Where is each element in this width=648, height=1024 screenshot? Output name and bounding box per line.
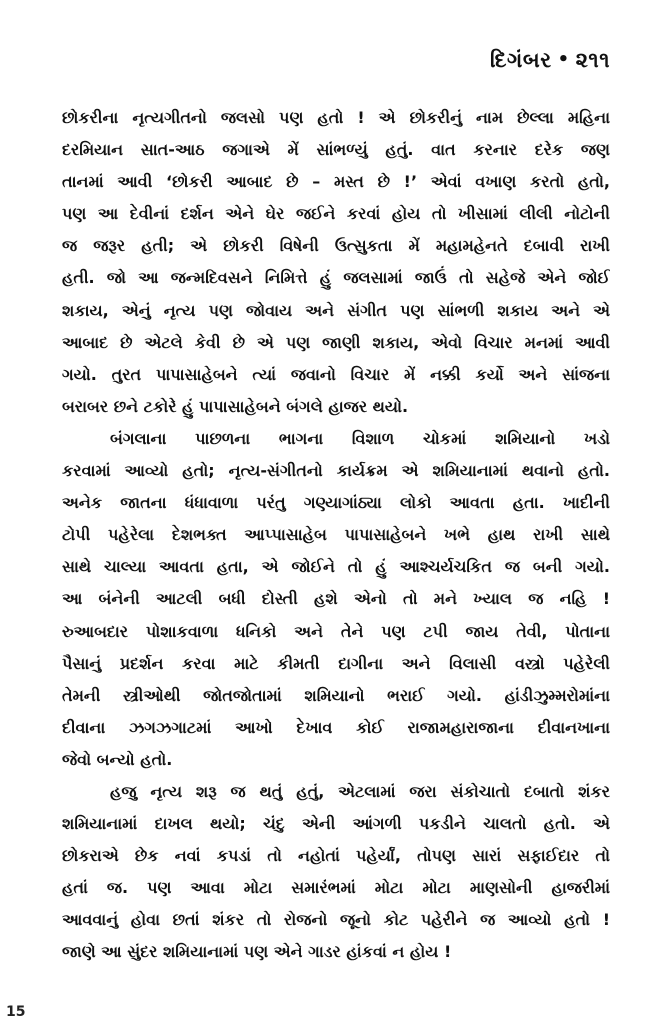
scan-folio-number: 15 <box>6 1004 26 1020</box>
text-line: તેમની સ્ત્રીઓથી જોતજોતામાં શમિયાનો ભરાઈ ગયો. હાંડીઝુમ્મરોમાંના <box>62 685 610 705</box>
running-header <box>490 48 610 73</box>
body-text <box>62 102 610 969</box>
text-line: રુઆબદાર પોશાકવાળા ધનિકો અને તેને પણ ટપી જાય તેવી, પોતાના <box>62 621 610 641</box>
text-line: છોકરાએ છેક નવાં કપડાં તો નહોતાં પહેર્યાં, તોપણ સારાં સફાઈદાર તો <box>62 846 610 866</box>
text-line: પણ આ દેવીનાં દર્શન એને ઘેર જઈને કરવાં હોય તો ખીસામાં લીલી નોટોની <box>62 204 610 224</box>
header-separator: • <box>557 49 570 70</box>
text-line: જ જરૂર હતી; એ છોકરી વિષેની ઉત્સુકતા મેં મહામહેનતે દબાવી રાખી <box>62 236 610 256</box>
text-line: આ બંનેની આટલી બધી દોસ્તી હશે એનો તો મને ખ્યાલ જ નહિ ! <box>62 589 610 609</box>
text-line: હજુ નૃત્ય શરૂ જ થતું હતું, એટલામાં જરા સંકોચાતો દબાતો શંકર <box>110 781 610 801</box>
chapter-title: દિગંબર <box>490 48 552 72</box>
text-line: તાનમાં આવી ‘છોકરી આબાદ છે – મસ્ત છે !’ એવાં વખાણ કરતો હતો, <box>62 172 610 192</box>
text-line: દરમિયાન સાત-આઠ જગાએ મેં સાંભળ્યું હતું. વાત કરનાર દરેક જણ <box>62 140 610 160</box>
text-line: શકાય, એનું નૃત્ય પણ જોવાય અને સંગીત પણ સાંભળી શકાય અને એ <box>62 300 610 320</box>
page-number: ૨૧૧ <box>575 48 610 72</box>
text-line: સાથે ચાલ્યા આવતા હતા, એ જોઈને તો હું આશ્ચર્યચકિત જ બની ગયો. <box>62 557 610 577</box>
text-line: બંગલાના પાછળના ભાગના વિશાળ ચોકમાં શમિયાનો ખડો <box>110 428 610 448</box>
text-line: શમિયાનામાં દાખલ થયો; ચંદુ એની આંગળી પકડીને ચાલતો હતો. એ <box>62 814 610 834</box>
text-line: અનેક જાતના ધંધાવાળા પરંતુ ગણ્યાગાંઠ્યા લોકો આવતા હતા. ખાદીની <box>62 493 610 513</box>
text-line: કરવામાં આવ્યો હતો; નૃત્ય-સંગીતનો કાર્યક્રમ એ શમિયાનામાં થવાનો હતો. <box>62 461 610 481</box>
text-line: છોકરીના નૃત્યગીતનો જલસો પણ હતો ! એ છોકરીનું નામ છેલ્લા મહિના <box>62 108 610 127</box>
text-line: પૈસાનું પ્રદર્શન કરવા માટે કીમતી દાગીના અને વિલાસી વસ્ત્રો પહેરેલી <box>62 653 610 673</box>
text-line: જાણે આ સુંદર શમિયાનામાં પણ એને ગાડર હાંકવાં ન હોય ! <box>62 942 452 962</box>
text-line: હતાં જ. પણ આવા મોટા સમારંભમાં મોટા મોટા માણસોની હાજરીમાં <box>62 878 610 898</box>
text-line: ટોપી પહેરેલા દેશભક્ત આપ્પાસાહેબ પાપાસાહેબને ખભે હાથ રાખી સાથે <box>62 525 610 545</box>
text-line: ગયો. તુરત પાપાસાહેબને ત્યાં જવાનો વિચાર મેં નક્કી કર્યો અને સાંજના <box>62 364 610 384</box>
text-line: આબાદ છે એટલે કેવી છે એ પણ જાણી શકાય, એવો વિચાર મનમાં આવી <box>62 332 610 352</box>
text-line: દીવાના ઝગઝગાટમાં આખો દેખાવ કોઈ રાજામહારાજાના દીવાનખાના <box>62 717 610 737</box>
text-line: બરાબર છને ટકોરે હું પાપાસાહેબને બંગલે હાજર થયો. <box>62 396 409 416</box>
text-line: હતી. જો આ જન્મદિવસને નિમિત્તે હું જલસામાં જાઉં તો સહેજે એને જોઈ <box>62 268 610 288</box>
text-line: આવવાનું હોવા છતાં શંકર તો રોજનો જૂનો કોટ પહેરીને જ આવ્યો હતો ! <box>62 910 610 930</box>
text-line: જેવો બન્યો હતો. <box>62 749 173 769</box>
